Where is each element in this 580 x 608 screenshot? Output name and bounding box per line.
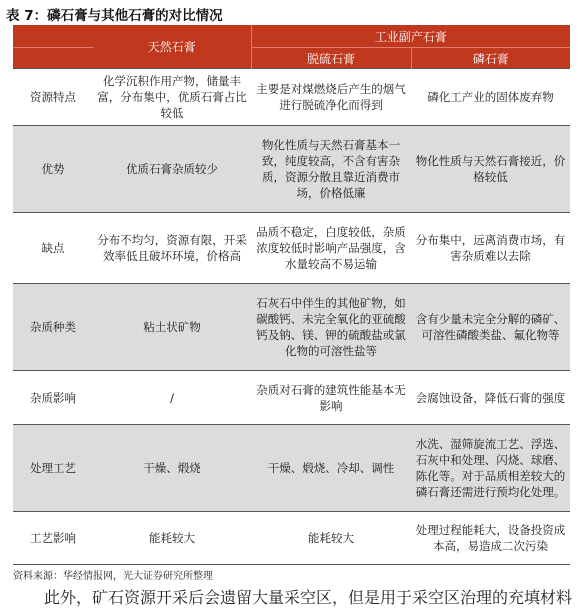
header-flue-gas-gypsum: 脱硫石膏 bbox=[251, 48, 411, 69]
cell-phospho: 会腐蚀设备，降低石膏的强度 bbox=[411, 371, 570, 425]
cell-natural: 分布不均匀，资源有限，开采效率低且破坏环境，价格高 bbox=[93, 213, 251, 284]
table-row bbox=[13, 213, 570, 284]
header-industrial-gypsum: 工业副产石膏 bbox=[251, 25, 570, 48]
cell-flue: 品质不稳定，白度较低，杂质浓度较低时影响产品强度，含水量较高不易运输 bbox=[251, 213, 411, 284]
cell-phospho: 分布集中，远离消费市场，有害杂质难以去除 bbox=[411, 213, 570, 284]
header-blank-2 bbox=[13, 48, 93, 69]
header-blank bbox=[13, 25, 93, 48]
body-text-fragment: 此外，矿石资源开采后会遗留大量采空区，但是用于采空区治理的充填材料 bbox=[44, 588, 573, 607]
cell-flue: 杂质对石膏的建筑性能基本无影响 bbox=[251, 371, 411, 425]
row-label: 资源特点 bbox=[13, 69, 93, 126]
comparison-table bbox=[13, 25, 570, 565]
table-row bbox=[13, 126, 570, 213]
cell-flue: 干燥、煅烧、冷却、调性 bbox=[251, 425, 411, 512]
cell-natural: 化学沉积作用产物，储量丰富，分布集中，优质石膏占比较低 bbox=[93, 69, 251, 126]
source-note: 资料来源：华经情报网，光大证券研究所整理 bbox=[13, 571, 213, 582]
cell-natural: / bbox=[93, 371, 251, 425]
table-row bbox=[13, 371, 570, 425]
row-label: 优势 bbox=[13, 126, 93, 213]
table-row bbox=[13, 425, 570, 512]
cell-flue: 主要是对煤燃烧后产生的烟气进行脱硫净化而得到 bbox=[251, 69, 411, 126]
row-label: 工艺影响 bbox=[13, 512, 93, 565]
table-row bbox=[13, 512, 570, 565]
cell-flue: 能耗较大 bbox=[251, 512, 411, 565]
cell-phospho: 水洗、湿筛旋流工艺、浮选、石灰中和处理、闪烧、球磨、陈化等。对于品质相差较大的磷石膏还需进行预均化处理。 bbox=[411, 425, 570, 512]
table-title: 表 7：磷石膏与其他石膏的对比情况 bbox=[6, 8, 223, 24]
cell-phospho: 含有少量未完全分解的磷矿、可溶性磷酸类盐、氟化物等 bbox=[411, 284, 570, 371]
row-label: 杂质种类 bbox=[13, 284, 93, 371]
cell-phospho: 物化性质与天然石膏接近，价格较低 bbox=[411, 126, 570, 213]
row-label: 杂质影响 bbox=[13, 371, 93, 425]
header-natural-gypsum: 天然石膏 bbox=[93, 25, 251, 69]
cell-natural: 粘土状矿物 bbox=[93, 284, 251, 371]
cell-natural: 优质石膏杂质较少 bbox=[93, 126, 251, 213]
row-label: 处理工艺 bbox=[13, 425, 93, 512]
cell-natural: 干燥、煅烧 bbox=[93, 425, 251, 512]
table-row bbox=[13, 69, 570, 126]
cell-natural: 能耗较大 bbox=[93, 512, 251, 565]
cell-flue: 石灰石中伴生的其他矿物，如碳酸钙、未完全氧化的亚硫酸钙及钠、镁、钾的硫酸盐或氯化物的可溶性盐等 bbox=[251, 284, 411, 371]
header-phosphogypsum: 磷石膏 bbox=[411, 48, 570, 69]
cell-flue: 物化性质与天然石膏基本一致，纯度较高，不含有害杂质，资源分散且靠近消费市场，价格低廉 bbox=[251, 126, 411, 213]
table-row bbox=[13, 284, 570, 371]
cell-phospho: 处理过程能耗大，设备投资成本高，易造成二次污染 bbox=[411, 512, 570, 565]
row-label: 缺点 bbox=[13, 213, 93, 284]
cell-phospho: 磷化工产业的固体废弃物 bbox=[411, 69, 570, 126]
